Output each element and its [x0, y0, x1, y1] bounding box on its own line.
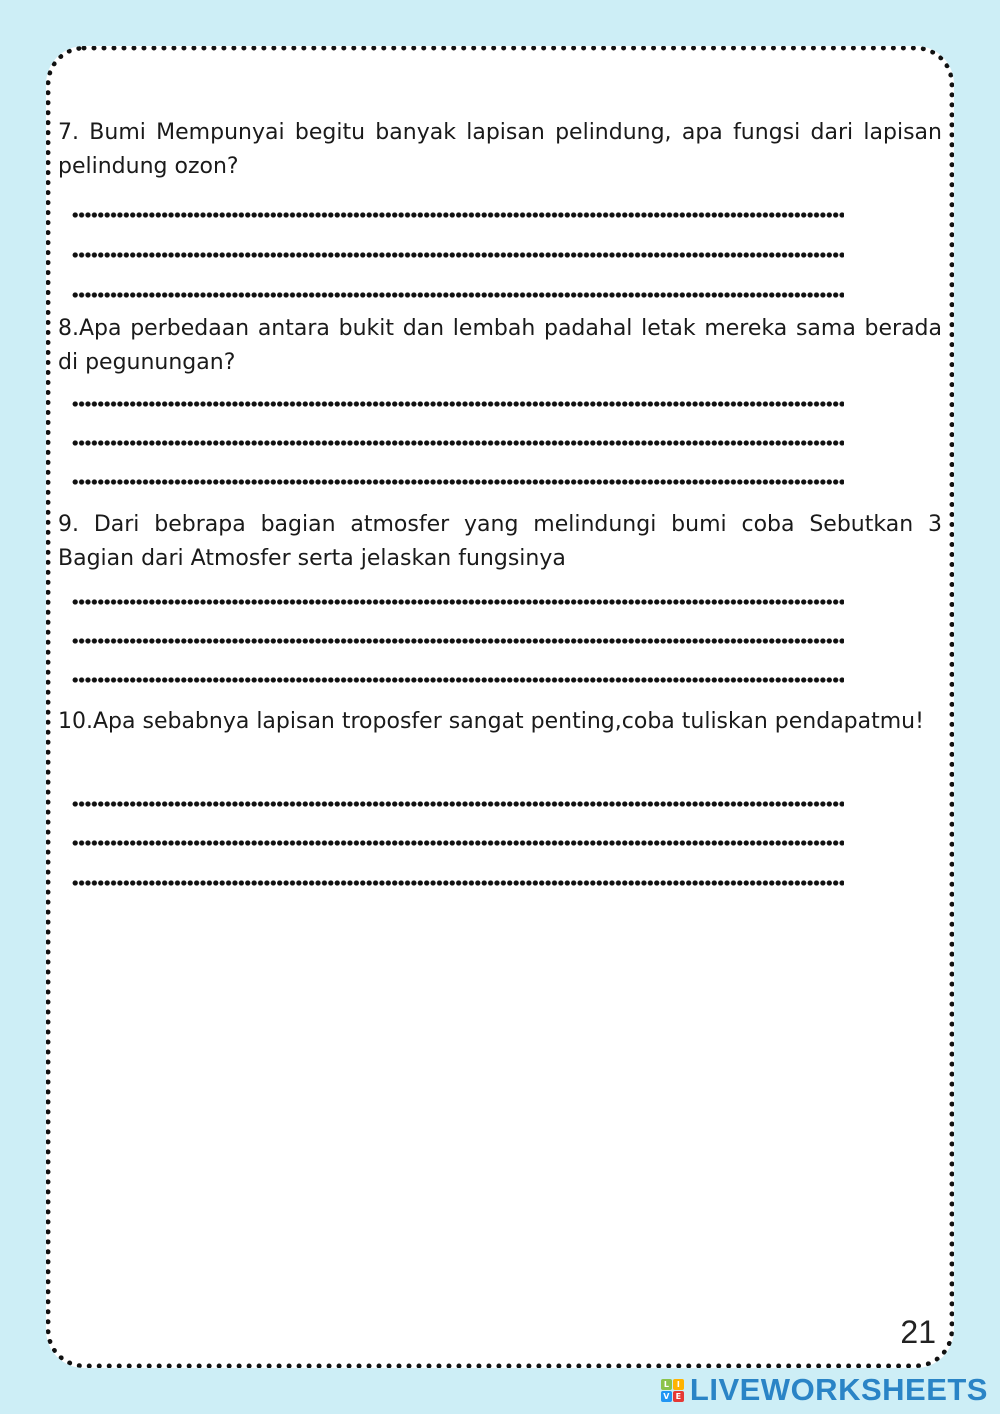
- answer-line-q10-2[interactable]: [72, 840, 844, 846]
- logo-letter: E: [673, 1391, 684, 1402]
- liveworksheets-logo-icon: [661, 1379, 684, 1402]
- answer-line-q9-3[interactable]: [72, 677, 844, 683]
- answer-line-q7-3[interactable]: [72, 292, 844, 298]
- liveworksheets-brand[interactable]: [661, 1370, 988, 1410]
- question-10: 10.Apa sebabnya lapisan troposfer sangat penting,coba tuliskan pendapatmu!: [58, 709, 924, 734]
- logo-letter: I: [673, 1379, 684, 1390]
- question-9: 9. Dari bebrapa bagian atmosfer yang melindungi bumi coba Sebutkan 3 Bagian dari Atmosfer serta jelaskan fungsinya: [58, 512, 942, 571]
- answer-line-q8-2[interactable]: [72, 440, 844, 446]
- answer-line-q9-1[interactable]: [72, 599, 844, 605]
- question-7: 7. Bumi Mempunyai begitu banyak lapisan pelindung, apa fungsi dari lapisan pelindung ozon?: [58, 120, 942, 179]
- question-8: 8.Apa perbedaan antara bukit dan lembah padahal letak mereka sama berada di pegunungan?: [58, 316, 942, 375]
- logo-letter: L: [661, 1379, 672, 1390]
- brand-name: LIVEWORKSHEETS: [689, 1372, 988, 1407]
- logo-letter: V: [661, 1391, 672, 1402]
- answer-line-q8-3[interactable]: [72, 479, 844, 485]
- answer-line-q9-2[interactable]: [72, 638, 844, 644]
- answer-line-q10-3[interactable]: [72, 880, 844, 886]
- answer-line-q7-2[interactable]: [72, 252, 844, 258]
- answer-line-q10-1[interactable]: [72, 801, 844, 807]
- page-number: 21: [900, 1314, 936, 1350]
- answer-line-q8-1[interactable]: [72, 401, 844, 407]
- answer-line-q7-1[interactable]: [72, 212, 844, 218]
